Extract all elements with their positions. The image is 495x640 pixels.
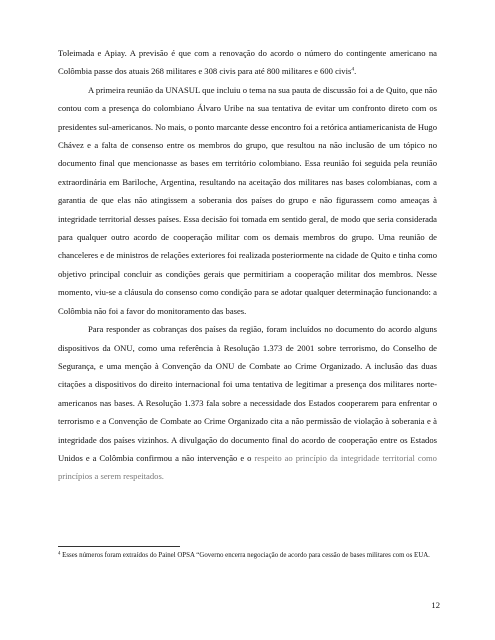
paragraph-3 [58,320,437,486]
paragraph-1 [58,44,437,81]
paragraph-3-text: Para responder as cobranças dos países da região, foram incluídos no documento do acordo alguns dispositivos da ONU, como uma referência à Resolução 1.373 de 2001 sobre terrorismo, do Conselho de Segurança, e uma menção à Convenção da ONU de Combate ao Crime Organizado. A inclusão das duas citações a dispositivos do direito internacional foi uma tentativa de legitimar a presença dos militares norte-americanos nas bases. A Resolução 1.373 fala sobre a necessidade dos Estados cooperarem para enfrentar o terrorismo e a Convenção de Combate ao Crime Organizado cita a não permissão de violação à soberania e à integridade dos países vizinhos. A divulgação do documento final do acordo de cooperação entre os Estados Unidos e a Colômbia confirmou a não intervenção e o [58,324,437,463]
footnote-text: Esses números foram extraídos do Painel OPSA “Governo encerra negociação de acordo para cessão de bases militares com os EUA. [60,552,430,559]
footnote-marker: 4 [58,551,61,557]
body-text [58,44,437,486]
paragraph-1-text: Toleimada e Apiay. A previsão é que com a renovação do acordo o número do contingente americano na Colômbia passe dos atuais 268 militares e 308 civis para até 800 militares e 600 civis [58,48,437,77]
footnote [58,551,437,561]
footnote-reference[interactable]: 4 [351,66,355,73]
paragraph-1-tail: . [354,66,357,77]
paragraph-2: A primeira reunião da UNASUL que incluiu o tema na sua pauta de discussão foi a de Quito, que não contou com a presença do colombiano Álvaro Uribe na sua tentativa de evitar um confronto direto com os presidentes sul-americanos. No mais, o ponto marcante desse encontro foi a retórica antiamericanista de Hugo Chávez e a falta de consenso entre os membros do grupo, que resultou na não inclusão de um tópico no documento final que mencionasse as bases em território colombiano. Essa reunião foi seguida pela reunião extraordinária em Bariloche, Argentina, resultando na aceitação dos militares nas bases colombianas, com a garantia de que elas não atingissem a soberania dos países do grupo e não figurassem como ameaças à integridade territorial desses países. Essa decisão foi tomada em sentido geral, de modo que seria considerada para qualquer outro acordo de cooperação militar com os demais membros do grupo. Uma reunião de chanceleres e de ministros de relações exteriores foi realizada posteriormente na cidade de Quito e tinha como objetivo principal concluir as condições gerais que permitiriam a cooperação militar dos membros. Nesse momento, viu-se a cláusula do consenso como condição para se adotar qualquer determinação funcionando: a Colômbia não foi a favor do monitoramento das bases. [58,84,437,316]
page-number: 12 [431,600,440,610]
footnote-separator [58,546,180,547]
paragraph-3-faded-tail: respeito ao princípio da integridade territorial como princípios a serem respeitados. [58,452,437,482]
